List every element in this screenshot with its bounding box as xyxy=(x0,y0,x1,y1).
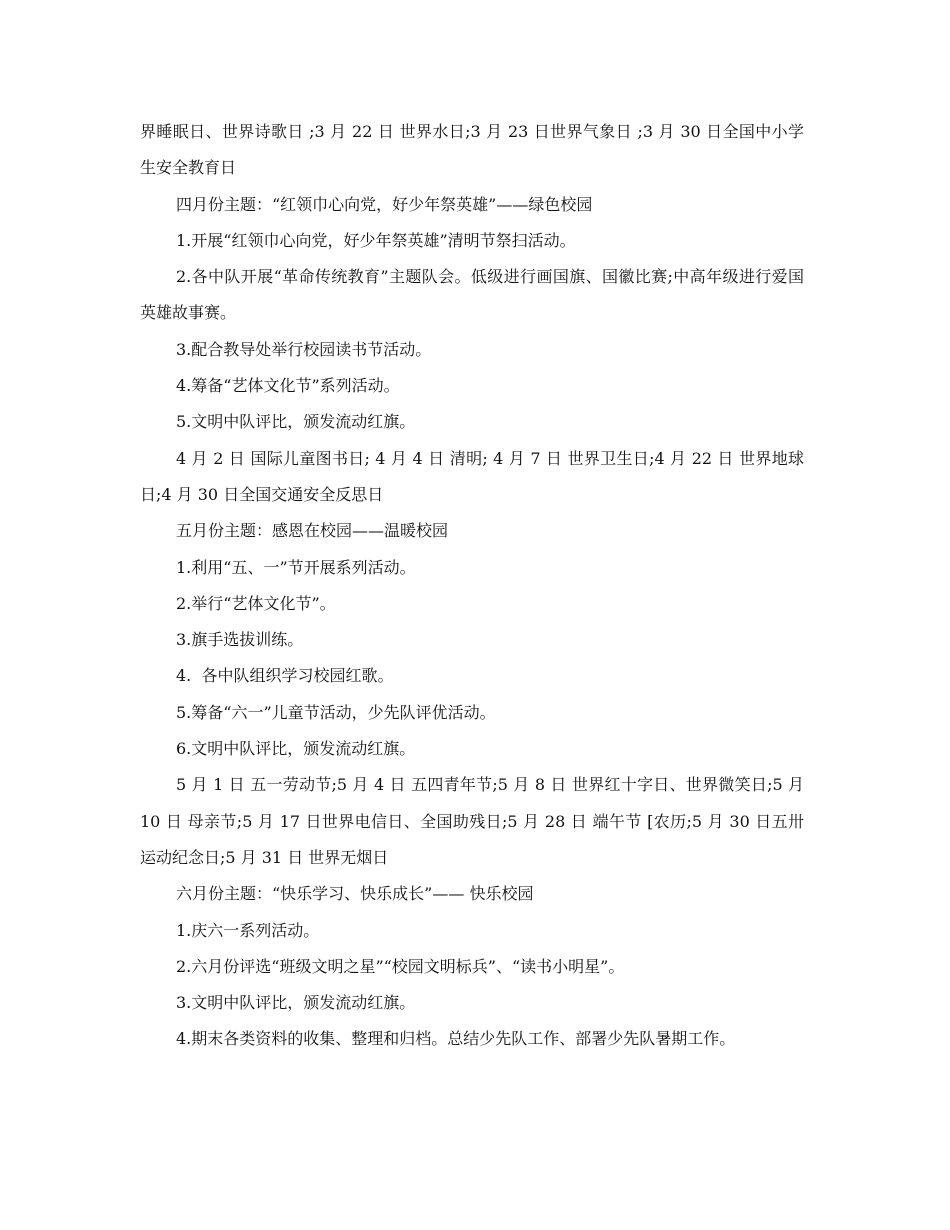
paragraph-april-item-4: 4.筹备“艺体文化节”系列活动。 xyxy=(176,376,400,396)
paragraph-may-item-1: 1.利用“五、一”节开展系列活动。 xyxy=(176,557,416,577)
paragraph-april-item-2: 2.各中队开展“革命传统教育”主题队会。低级进行画国旗、国徽比赛;中高年级进行爱国英雄故事赛。 xyxy=(140,267,804,323)
paragraph-april-days: 4 月 2 日 国际儿童图书日; 4 月 4 日 清明; 4 月 7 日 世界卫生日;4 月 22 日 世界地球日;4 月 30 日全国交通安全反思日 xyxy=(140,448,804,504)
paragraph-may-theme: 五月份主题：感恩在校园——温暖校园 xyxy=(176,521,449,541)
document-body xyxy=(140,114,804,1058)
paragraph-april-item-3: 3.配合教导处举行校园读书节活动。 xyxy=(176,339,432,359)
paragraph-june-theme: 六月份主题：“快乐学习、快乐成长”—— 快乐校园 xyxy=(176,884,534,904)
paragraph-march-days: 界睡眠日、世界诗歌日 ;3 月 22 日 世界水日;3 月 23 日世界气象日 ;3 月 30 日全国中小学生安全教育日 xyxy=(140,122,804,178)
paragraph-may-days: 5 月 1 日 五一劳动节;5 月 4 日 五四青年节;5 月 8 日 世界红十字日、世界微笑日;5 月 10 日 母亲节;5 月 17 日世界电信日、全国助残日;5 月 28 日 端午节 [农历;5 月 30 日五卅运动纪念日;5 月 31 日 世界无烟日 xyxy=(140,775,804,867)
paragraph-june-item-4: 4.期末各类资料的收集、整理和归档。总结少先队工作、部署少先队暑期工作。 xyxy=(176,1029,736,1049)
paragraph-may-item-3: 3.旗手选拔训练。 xyxy=(176,630,304,650)
paragraph-june-item-1: 1.庆六一系列活动。 xyxy=(176,920,320,940)
paragraph-april-item-5: 5.文明中队评比，颁发流动红旗。 xyxy=(176,412,416,432)
paragraph-may-item-5: 5.筹备“六一”儿童节活动，少先队评优活动。 xyxy=(176,702,496,722)
paragraph-june-item-3: 3.文明中队评比，颁发流动红旗。 xyxy=(176,993,416,1013)
paragraph-april-theme: 四月份主题：“红领巾心向党，好少年祭英雄”——绿色校园 xyxy=(176,194,593,214)
paragraph-may-item-4: 4. 各中队组织学习校园红歌。 xyxy=(176,666,394,686)
paragraph-may-item-6: 6.文明中队评比，颁发流动红旗。 xyxy=(176,739,416,759)
paragraph-may-item-2: 2.举行“艺体文化节”。 xyxy=(176,593,336,613)
paragraph-april-item-1: 1.开展“红领巾心向党，好少年祭英雄”清明节祭扫活动。 xyxy=(176,230,576,250)
paragraph-june-item-2: 2.六月份评选“班级文明之星”“校园文明标兵”、“读书小明星”。 xyxy=(176,956,625,976)
